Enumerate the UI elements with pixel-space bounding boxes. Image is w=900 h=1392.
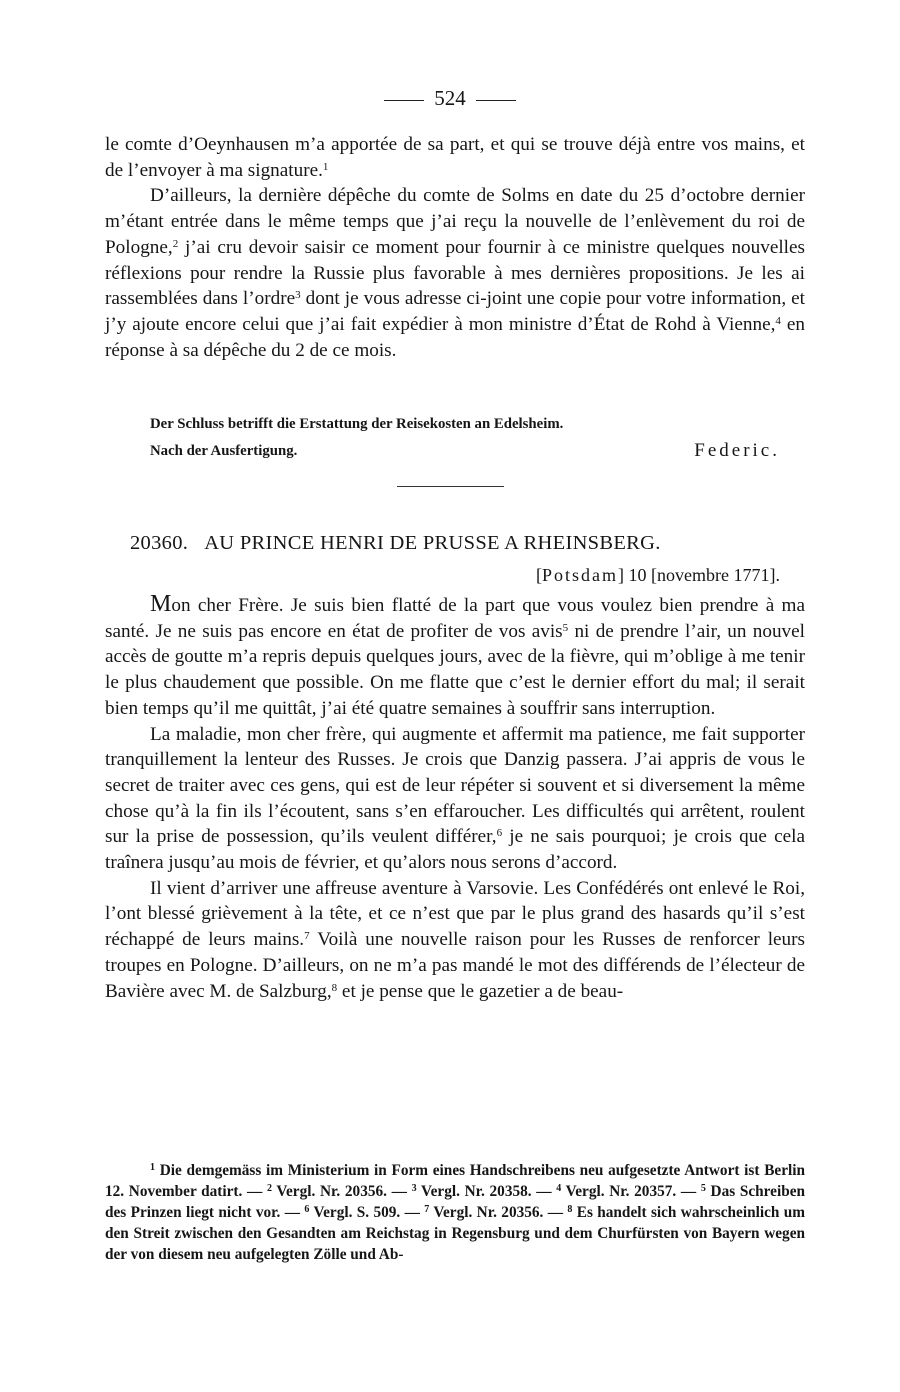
continuation-text (105, 132, 805, 363)
page-number (0, 86, 900, 111)
drop-cap: M (150, 591, 172, 617)
footnote-marker: 6 (304, 1204, 310, 1215)
text-run: en réponse à sa dépêche du 2 de ce mois. (105, 313, 805, 361)
footnote-marker: 6 (496, 827, 503, 840)
footnote-marker: 1 (322, 160, 329, 173)
letter-date-place: Potsdam (542, 565, 619, 585)
footnote-marker: 4 (556, 1183, 562, 1194)
text-run: Vergl. Nr. 20356. — (429, 1204, 568, 1221)
footnote-text (105, 1160, 805, 1265)
footnotes (105, 1160, 805, 1265)
continuation-paragraph-1 (105, 132, 805, 183)
letter-heading (130, 532, 780, 555)
text-run: je ne sais pourquoi; je crois que cela traînera jusqu’au mois de février, et qu’alors nous serons d’accord. (105, 826, 805, 874)
letter-paragraph-2 (105, 722, 805, 876)
footnote-marker: 3 (295, 289, 301, 302)
text-run: Die demgemäss im Ministerium in Form eines Handschreibens neu aufgesetzte Antwort ist Berlin 12. November datirt. — (105, 1162, 805, 1200)
text-run: dont je vous adresse ci-joint une copie pour votre information, et j’y ajoute encore celui que j’ai fait expédier à mon ministre d’État de Rohd à Vienne, (105, 288, 805, 335)
letter-body (105, 592, 805, 1004)
text-run: ni de prendre l’air, un nouvel accès de goutte m’a repris depuis quelques jours, avec de la fièvre, qui m’oblige à me tenir le plus chaudement que possible. On me flatte que c’est le dernier effort du mal; il serait bien temps qu’il me quittât, j’ai été quatre semaines à souffrir sans interruption. (105, 620, 806, 719)
continuation-paragraph-2 (105, 183, 805, 363)
text-run: Es handelt sich wahrscheinlich um den Streit zwischen den Gesandten am Reichstag in Regensburg und dem Churfürsten von Bayern wegen der von diesem neu aufgelegten Zölle und Ab- (105, 1204, 806, 1263)
text-run: Voilà une nouvelle raison pour les Russes de renforcer leurs troupes en Pologne. D’ailleurs, on ne m’a pas mandé le mot des différends de l’électeur de Bavière avec M. de Salzburg, (105, 929, 806, 1002)
footnote-marker: 7 (424, 1204, 430, 1215)
text-run: on cher Frère. Je suis bien flatté de la part que vous voulez bien prendre à ma santé. Je ne suis pas encore en état de profiter de vos avis (105, 595, 805, 642)
letter-number: 20360. (130, 532, 189, 554)
signature: Federic. (694, 440, 780, 461)
text-run: Vergl. Nr. 20357. — (561, 1183, 701, 1200)
letter-paragraph-1-text (105, 595, 805, 719)
footnote-marker: 5 (700, 1183, 706, 1194)
editor-note: Der Schluss betrifft die Erstattung der Reisekosten an Edelsheim. (150, 416, 564, 432)
text-run: Vergl. Nr. 20358. — (416, 1183, 557, 1200)
text-run: La maladie, mon cher frère, qui augmente et affermit ma patience, me fait supporter tranquillement la lenteur des Russes. Je crois que Danzig passera. J’ai appris de vous le secret de traiter avec ces gens, qui est de leur répéter si souvent et si diversement la même chose qu’à la fin ils l’écoutent, sans s’en effaroucher. Les difficultés qui arrêtent, roulent sur la prise de possession, qu’ils veulent différer, (105, 723, 805, 848)
text-run: Il vient d’arriver une affreuse aventure à Varsovie. Les Confédérés ont enlevé le Roi, l’ont blessé grièvement à la tête, et ce n’est que par le plus grand des hasards qu’il s’est réchappé de leurs mains. (105, 877, 805, 951)
footnote-marker: 2 (172, 237, 179, 250)
page-number-dash-right (476, 100, 516, 101)
footnote-marker: 2 (266, 1183, 272, 1194)
footnote-marker: 8 (567, 1204, 573, 1215)
text-run: le comte d’Oeynhausen m’a apportée de sa part, et qui se trouve déjà entre vos mains, et de l’envoyer à ma signature. (105, 134, 805, 181)
letter-date-rest: 10 [novembre 1771]. (628, 565, 780, 585)
footnote-marker: 8 (331, 981, 338, 994)
footnote-marker: 4 (775, 314, 781, 327)
footnote-marker: 5 (562, 621, 569, 634)
footnote-marker: 3 (411, 1183, 417, 1194)
letter-title: AU PRINCE HENRI DE PRUSSE A RHEINSBERG. (204, 532, 661, 554)
text-run: Das Schreiben des Prinzen liegt nicht vor. — (105, 1183, 805, 1221)
footnote-marker: 1 (150, 1162, 155, 1173)
letter-date: [Potsdam] 10 [novembre 1771]. (536, 565, 780, 585)
text-run: j’ai cru devoir saisir ce moment pour fournir à ce ministre quelques nouvelles réflexions pour rendre la Russie plus favorable à mes dernières propositions. Je les ai rassemblées dans l’ordre (105, 236, 805, 310)
letter-paragraph-1 (105, 592, 805, 722)
text-run: Vergl. S. 509. — (309, 1204, 425, 1221)
text-run: Vergl. Nr. 20356. — (271, 1183, 412, 1200)
text-run: D’ailleurs, la dernière dépêche du comte de Solms en date du 25 d’octobre dernier m’étant entrée dans le même temps que j’ai reçu la nouvelle de l’enlèvement du roi de Pologne, (105, 185, 805, 258)
source-note: Nach der Ausfertigung. (150, 443, 298, 459)
page-number-text: 524 (434, 86, 466, 110)
letter-paragraph-3 (105, 876, 805, 1005)
text-run: et je pense que le gazetier a de beau- (337, 980, 624, 1002)
footnote-marker: 7 (304, 930, 310, 943)
page-number-dash-left (384, 100, 424, 101)
section-divider (397, 486, 504, 487)
